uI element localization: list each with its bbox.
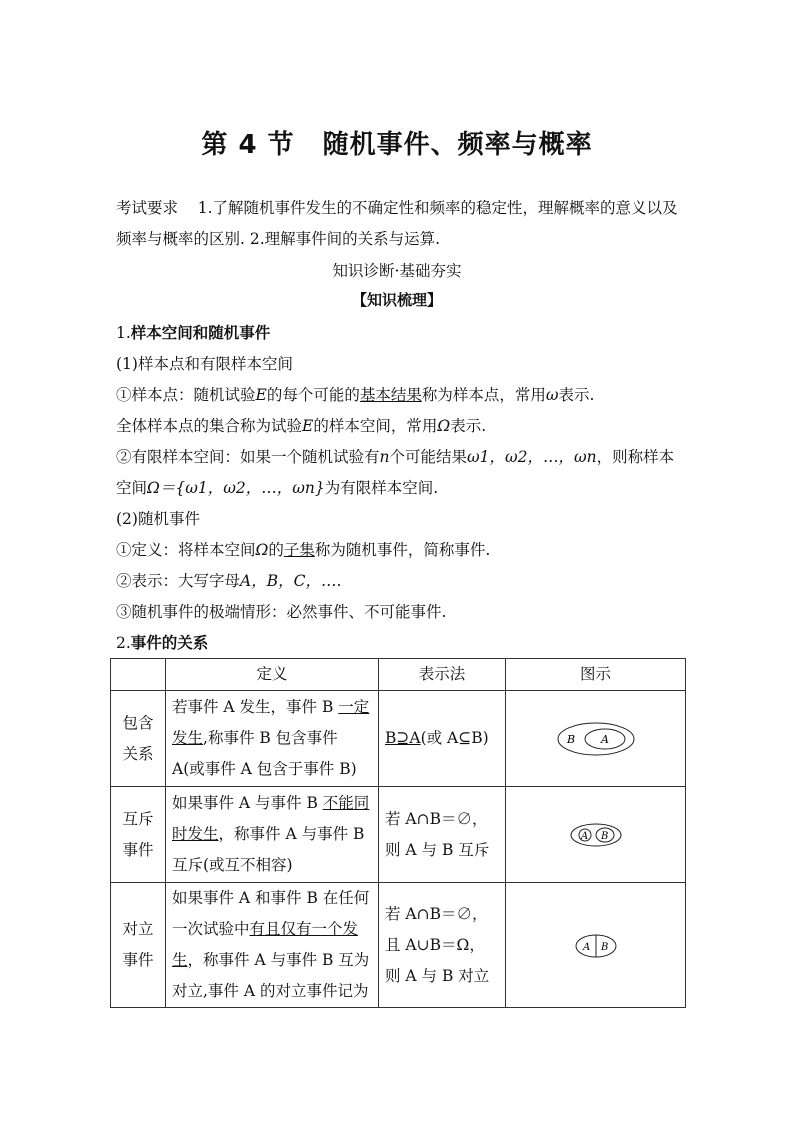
- text: ，称事件 A 与事件 B 互为对立,事件 A 的对立事件记为: [172, 951, 370, 1000]
- exam-requirement: [116, 193, 682, 255]
- letter-list: A，B，C，…: [240, 572, 337, 590]
- outcome-list: ω1，ω2，…，ωn: [467, 448, 597, 466]
- table-row: [111, 691, 686, 787]
- mutually-exclusive-diagram: [568, 821, 624, 849]
- heading-2-text: 事件的关系: [130, 634, 209, 652]
- heading-1: [116, 321, 270, 343]
- line-definition: [116, 538, 490, 560]
- text: ,称事件 B 包含事件 A(或事件 A 包含于事件 B): [172, 729, 357, 778]
- var-n: n: [379, 448, 390, 466]
- section-number: 第 4 节: [201, 130, 295, 160]
- text: 为有限样本空间.: [324, 479, 439, 497]
- table-header-row: [111, 659, 686, 691]
- text: ①定义：将样本空间: [116, 541, 256, 559]
- underlined-term: 子集: [283, 541, 315, 559]
- event-relations-table: [110, 658, 686, 1008]
- sub-header: 【知识梳理】: [351, 291, 442, 309]
- row-diagram: [506, 883, 686, 1008]
- text: 的每个可能的: [266, 386, 360, 404]
- sample-space-set: Ω＝{ω1，ω2，…，ωn}: [147, 479, 325, 497]
- line-extreme-cases: ③随机事件的极端情形：必然事件、不可能事件.: [116, 603, 447, 621]
- header-cell: 图示: [506, 659, 686, 691]
- var-omega: ω: [545, 386, 559, 404]
- text: 的: [268, 541, 284, 559]
- row-name: 对立事件: [111, 883, 166, 1008]
- requirement-label: 考试要求: [116, 199, 179, 217]
- underlined-term: 一定发生: [172, 698, 370, 747]
- underlined-term: B⊇A: [385, 729, 421, 747]
- table-row: [111, 883, 686, 1008]
- text: 表示.: [558, 386, 595, 404]
- heading-1-number: 1.: [116, 324, 131, 342]
- var-Omega: Ω: [255, 541, 269, 559]
- text: 全体样本点的集合称为试验: [116, 417, 303, 435]
- subheading-1: (1)样本点和有限样本空间: [116, 355, 293, 373]
- row-diagram: [506, 691, 686, 787]
- line-sample-space: [116, 414, 486, 436]
- containment-diagram: [555, 719, 637, 759]
- header-cell: 表示法: [379, 659, 506, 691]
- set-label: A: [580, 831, 588, 842]
- complementary-diagram: [573, 932, 619, 960]
- text: 称为样本点，常用: [421, 386, 546, 404]
- set-label: B: [600, 941, 608, 953]
- text: 空间: [116, 479, 148, 497]
- line-finite-space-2: [116, 476, 438, 498]
- var-E: E: [302, 417, 314, 435]
- line-notation: [116, 569, 341, 591]
- text: 个可能结果: [389, 448, 468, 466]
- set-label: A: [582, 941, 590, 953]
- row-notation: 若 A∩B＝∅，则 A 与 B 互斥: [379, 787, 506, 883]
- page-title: [0, 124, 794, 161]
- underlined-term: 基本结果: [359, 386, 422, 404]
- text: ②表示：大写字母: [116, 572, 241, 590]
- text: 如果事件 A 与事件 B: [172, 794, 323, 812]
- text: 如果事件 A 和事件 B 在任何一次试验中: [172, 889, 370, 938]
- line-finite-space-1: [116, 445, 674, 467]
- row-definition: [166, 787, 379, 883]
- text: .: [336, 572, 342, 590]
- heading-2: [116, 631, 208, 653]
- text: ②有限样本空间：如果一个随机试验有: [116, 448, 380, 466]
- requirement-text: 1.了解随机事件发生的不确定性和频率的稳定性，理解概率的意义以及频率与概率的区别. 2.理解事件间的关系与运算.: [116, 199, 678, 248]
- text: 表示.: [450, 417, 487, 435]
- row-definition: [166, 691, 379, 787]
- row-diagram: [506, 787, 686, 883]
- underlined-term: 有且仅有一个发生: [172, 920, 359, 969]
- set-label: B: [566, 732, 575, 746]
- line-sample-point: [116, 383, 594, 405]
- text: 称为随机事件，简称事件.: [314, 541, 491, 559]
- heading-1-text: 样本空间和随机事件: [130, 324, 271, 342]
- text: 的样本空间，常用: [313, 417, 438, 435]
- heading-2-number: 2.: [116, 634, 131, 652]
- row-notation: [379, 691, 506, 787]
- var-E: E: [255, 386, 267, 404]
- set-label: A: [600, 732, 609, 746]
- subheading-2: (2)随机事件: [116, 510, 200, 528]
- header-cell: [111, 659, 166, 691]
- text: ，则称样本: [596, 448, 675, 466]
- text: 若事件 A 发生，事件 B: [172, 698, 339, 716]
- set-label: B: [600, 831, 608, 842]
- header-cell: 定义: [166, 659, 379, 691]
- row-name: 互斥事件: [111, 787, 166, 883]
- underlined-term: 不能同时发生: [172, 794, 370, 843]
- var-Omega: Ω: [437, 417, 451, 435]
- row-definition: [166, 883, 379, 1008]
- row-notation: 若 A∩B＝∅，且 A∪B＝Ω，则 A 与 B 对立: [379, 883, 506, 1008]
- text: ①样本点：随机试验: [116, 386, 256, 404]
- text: ，称事件 A 与事件 B 互斥(或互不相容): [172, 825, 365, 874]
- row-name: 包含关系: [111, 691, 166, 787]
- text: (或 A⊆B): [420, 729, 489, 747]
- section-name: 随机事件、频率与概率: [322, 130, 593, 160]
- table-row: [111, 787, 686, 883]
- section-header: 知识诊断·基础夯实: [332, 262, 462, 280]
